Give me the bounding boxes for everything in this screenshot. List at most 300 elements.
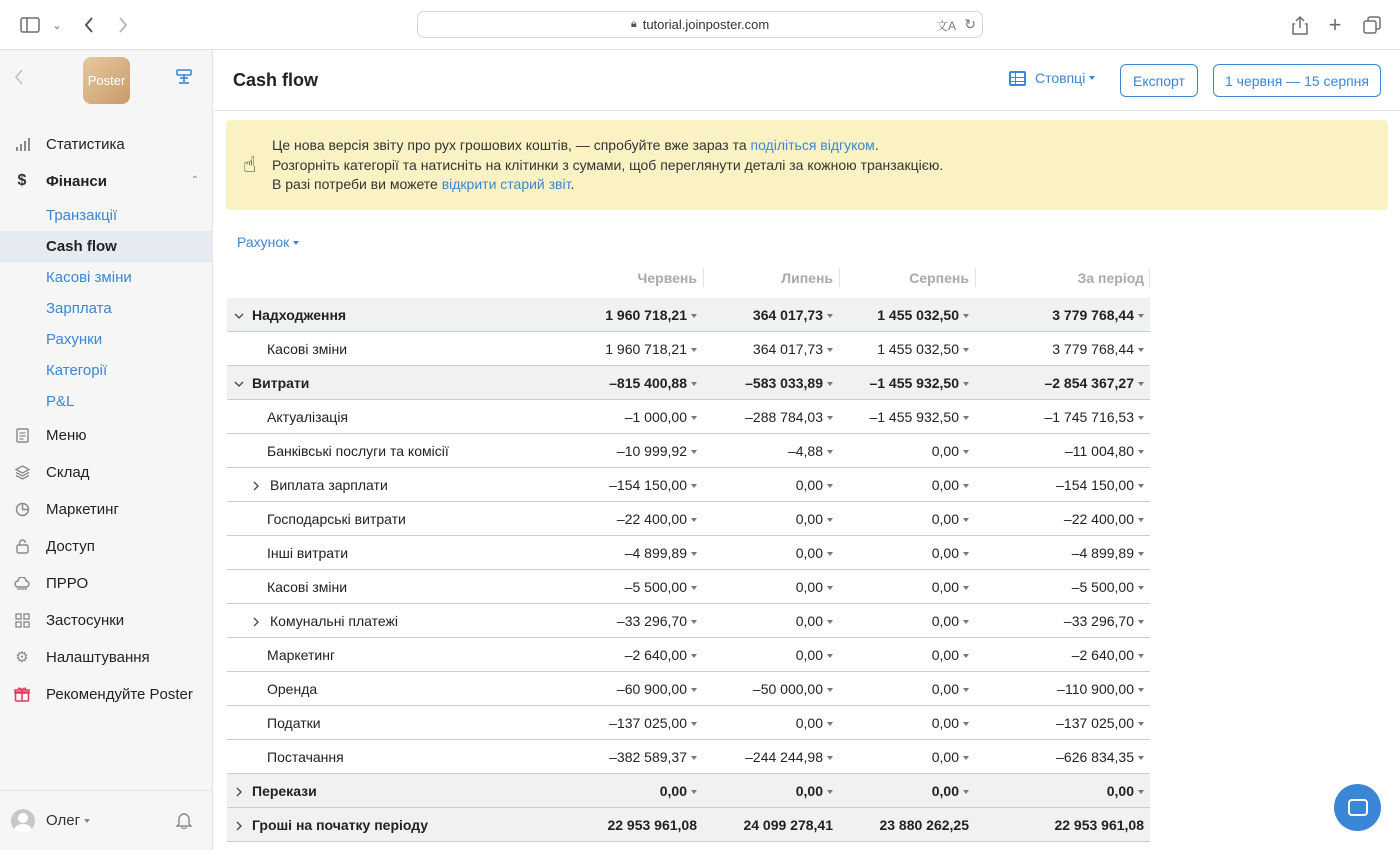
table-body [227,298,1150,842]
caret-down-icon [691,484,697,488]
sidebar-item-warehouse[interactable] [0,454,213,491]
sidebar-sub-cash-shifts[interactable]: Касові зміни [46,269,132,286]
amount-cell[interactable] [605,341,697,357]
amount-value: 0,00 [931,477,959,493]
table-group-row[interactable] [227,366,1150,400]
caret-down-icon [963,790,969,794]
caret-down-icon [691,314,697,318]
column-header: За період [1077,270,1144,286]
amount-cell[interactable] [609,477,697,493]
amount-cell[interactable] [617,681,697,697]
caret-down-icon [963,416,969,420]
amount-cell[interactable] [796,511,833,527]
amount-value: 0,00 [659,783,687,799]
amount-cell[interactable] [796,613,833,629]
export-button[interactable]: Експорт [1120,64,1198,97]
amount-cell[interactable] [1064,613,1144,629]
amount-cell[interactable] [796,783,833,799]
amount-value: –10 999,92 [616,443,687,459]
table-row[interactable] [227,434,1150,468]
gear-icon: ⚙ [15,649,29,666]
caret-down-icon [691,688,697,692]
account-filter[interactable] [237,234,299,250]
amount-value: 0,00 [931,545,959,561]
amount-cell[interactable] [932,443,969,459]
table-group-row[interactable] [227,298,1150,332]
caret-down-icon [827,688,833,692]
amount-cell[interactable] [753,681,833,697]
amount-value: 22 953 961,08 [607,817,697,833]
browser-toolbar [0,0,1400,50]
table-header [227,260,1150,298]
amount-cell[interactable] [1072,545,1144,561]
amount-value: 0,00 [795,545,823,561]
table-group-row[interactable] [227,808,1150,842]
sidebar-item-label: Меню [46,427,87,444]
notice-banner [226,120,1388,210]
caret-down-icon [691,348,697,352]
caret-down-icon [691,416,697,420]
notice-line3-end: . [570,176,575,192]
notice-line1: Це нова версія звіту про рух грошових коштів, — спробуйте вже зараз та [272,137,751,153]
amount-cell[interactable] [745,749,833,765]
amount-cell[interactable] [617,613,697,629]
caret-down-icon [1138,348,1144,352]
amount-value: –244 244,98 [745,749,823,765]
amount-value: 0,00 [931,511,959,527]
caret-down-icon [1138,790,1144,794]
caret-down-icon [691,620,697,624]
sidebar-item-marketing[interactable] [0,491,213,528]
caret-down-icon [827,348,833,352]
row-label: Перекази [252,783,317,799]
sidebar-item-label: Застосунки [46,612,125,629]
amount-cell[interactable] [625,409,697,425]
table-group-row[interactable] [227,774,1150,808]
amount-cell[interactable] [660,783,697,799]
row-label: Витрати [252,375,310,391]
amount-value: 0,00 [931,749,959,765]
sidebar-item-label: Статистика [46,136,125,153]
sidebar-sub-transactions[interactable]: Транзакції [46,207,118,224]
sidebar-item-menu[interactable] [0,417,213,454]
caret-down-icon [691,382,697,386]
amount-value: 0,00 [931,579,959,595]
column-separator [975,268,976,288]
amount-cell[interactable] [605,307,697,323]
back-arrow-icon[interactable] [78,14,100,36]
reload-icon[interactable]: ↻ [964,16,976,32]
sidebar-item-label: Фінанси [46,173,107,190]
amount-cell[interactable] [932,477,969,493]
sidebar-item-statistics[interactable] [0,126,213,163]
amount-cell[interactable] [932,545,969,561]
amount-value: 0,00 [931,647,959,663]
caret-down-icon [827,382,833,386]
caret-down-icon [827,314,833,318]
amount-cell[interactable] [1056,715,1144,731]
chevron-down-icon[interactable]: ⌄ [52,19,62,32]
amount-cell[interactable] [1052,307,1144,323]
amount-value: 1 455 032,50 [877,307,959,323]
caret-down-icon [691,756,697,760]
column-header: Червень [637,270,697,286]
amount-value: 23 880 262,25 [879,817,969,833]
poster-logo[interactable]: Poster [83,57,130,104]
caret-down-icon [963,314,969,318]
caret-down-icon [827,518,833,522]
caret-down-icon [827,450,833,454]
translate-icon[interactable]: 文A [935,19,956,33]
caret-down-icon [691,790,697,794]
amount-cell[interactable] [609,715,697,731]
caret-down-icon [1138,688,1144,692]
table-row[interactable] [227,740,1150,774]
caret-down-icon [691,518,697,522]
caret-down-icon [963,688,969,692]
amount-value: 0,00 [795,511,823,527]
row-label: Надходження [252,307,347,323]
pointing-hand-icon: ☝ [243,152,257,177]
sidebar-item-apps[interactable] [0,602,213,639]
amount-value: 1 455 032,50 [877,341,959,357]
caret-down-icon [963,484,969,488]
row-label: Гроші на початку періоду [252,817,429,833]
row-label: Маркетинг [267,647,336,663]
caret-down-icon [691,450,697,454]
caret-down-icon [827,654,833,658]
chevron-right-icon[interactable] [251,616,261,630]
amount-value: –288 784,03 [745,409,823,425]
caret-down-icon [827,620,833,624]
caret-down-icon [1138,314,1144,318]
caret-down-icon [963,348,969,352]
amount-value: –137 025,00 [1056,715,1134,731]
amount-cell[interactable] [745,409,833,425]
caret-down-icon [963,586,969,590]
sidebar-toggle-icon[interactable] [19,14,41,36]
amount-value: –5 500,00 [624,579,687,595]
amount-cell[interactable] [1057,681,1144,697]
amount-value: 24 099 278,41 [743,817,833,833]
row-label: Постачання [267,749,344,765]
sidebar-sub-categories[interactable]: Категорії [46,362,108,379]
columns-label: Стовпці [1035,70,1086,86]
sidebar-item-label: Доступ [46,538,95,555]
sidebar-header [0,50,213,111]
bar-chart-icon [14,136,30,152]
new-tab-icon[interactable]: + [1328,12,1342,37]
amount-cell[interactable] [1065,443,1144,459]
amount-cell[interactable] [617,511,697,527]
apps-icon [14,612,30,628]
caret-down-icon [691,586,697,590]
amount-cell[interactable] [869,409,969,425]
amount-cell[interactable] [753,307,833,323]
notice-line3: В разі потреби ви можете [272,176,442,192]
chevron-down-icon[interactable] [234,310,244,324]
user-panel [0,790,213,850]
caret-down-icon [827,416,833,420]
dollar-icon: $ [17,172,27,189]
chat-icon [1348,799,1368,816]
amount-cell[interactable] [932,749,969,765]
row-label: Оренда [267,681,318,697]
row-label: Виплата зарплати [270,477,388,493]
table-row[interactable] [227,400,1150,434]
sidebar-item-label: Склад [46,464,90,481]
caret-down-icon [827,790,833,794]
caret-down-icon [1138,382,1144,386]
bell-icon[interactable] [176,811,192,834]
caret-down-icon [827,756,833,760]
amount-cell[interactable] [1054,817,1144,833]
amount-value: 0,00 [931,613,959,629]
column-separator [839,268,840,288]
amount-cell[interactable] [1052,341,1144,357]
amount-cell[interactable] [1056,477,1144,493]
avatar[interactable] [11,809,35,833]
amount-value: –154 150,00 [1056,477,1134,493]
lock-icon [14,538,30,554]
amount-value: 0,00 [795,613,823,629]
caret-down-icon [691,722,697,726]
table-row[interactable] [227,468,1150,502]
amount-cell[interactable] [743,817,833,833]
chevron-right-icon[interactable] [251,480,261,494]
cloud-icon [14,575,30,591]
sidebar-item-label: Рекомендуйте Poster [46,686,193,703]
amount-value: 3 779 768,44 [1052,307,1134,323]
amount-value: 0,00 [931,715,959,731]
amount-cell[interactable] [1064,511,1144,527]
caret-down-icon [1138,654,1144,658]
caret-down-icon [963,722,969,726]
chevron-right-icon[interactable] [234,820,244,834]
amount-value: 1 960 718,21 [605,341,687,357]
address-bar[interactable] [417,11,983,38]
amount-cell[interactable] [1044,409,1144,425]
amount-cell[interactable] [1056,749,1144,765]
amount-value: –382 589,37 [609,749,687,765]
amount-value: –1 455 932,50 [869,375,959,391]
amount-value: –33 296,70 [616,613,687,629]
amount-cell[interactable] [788,443,833,459]
amount-cell[interactable] [932,715,969,731]
sidebar-item-label: ПРРО [46,575,89,592]
user-name: Олег [46,812,81,829]
sidebar-item-finance[interactable] [0,163,213,200]
collapse-sidebar-icon[interactable] [14,69,24,90]
amount-cell[interactable] [617,443,697,459]
caret-down-icon [691,552,697,556]
caret-down-icon [1138,416,1144,420]
amount-value: –626 834,35 [1056,749,1134,765]
caret-down-icon [827,722,833,726]
chevron-down-icon[interactable] [234,378,244,392]
cash-flow-table [227,260,1150,842]
row-label: Господарські витрати [267,511,406,527]
amount-cell[interactable] [753,341,833,357]
row-label: Податки [267,715,321,731]
amount-cell[interactable] [877,341,969,357]
amount-cell[interactable] [796,477,833,493]
caret-down-icon [827,586,833,590]
sidebar-item-label: Маркетинг [46,501,119,518]
caret-down-icon [963,382,969,386]
amount-value: 364 017,73 [752,341,823,357]
support-chat-button[interactable] [1334,784,1381,831]
sidebar-sub-pnl[interactable]: P&L [46,393,75,410]
amount-value: –22 400,00 [1063,511,1134,527]
amount-cell[interactable] [879,817,969,833]
table-icon [1009,71,1026,86]
column-separator [703,268,704,288]
amount-cell[interactable] [625,545,697,561]
amount-cell[interactable] [932,681,969,697]
lock-icon: 🔒︎ [630,18,637,30]
amount-value: –583 033,89 [745,375,823,391]
caret-down-icon [827,552,833,556]
table-row[interactable] [227,706,1150,740]
amount-value: 0,00 [931,783,959,799]
chevron-up-icon: ⌃ [190,175,199,186]
row-label: Інші витрати [267,545,349,561]
column-header: Липень [781,270,833,286]
date-range-button[interactable]: 1 червня — 15 серпня [1213,64,1381,97]
amount-value: –33 296,70 [1063,613,1134,629]
chevron-right-icon[interactable] [234,786,244,800]
row-label: Касові зміни [267,341,348,357]
amount-value: 0,00 [795,647,823,663]
table-row[interactable] [227,536,1150,570]
amount-cell[interactable] [877,307,969,323]
caret-down-icon [691,654,697,658]
caret-down-icon [84,819,90,823]
feedback-link[interactable]: поділіться відгуком [750,137,875,153]
amount-cell[interactable] [796,545,833,561]
row-label: Касові зміни [267,579,348,595]
amount-value: –1 000,00 [624,409,687,425]
pie-icon [14,501,30,517]
sidebar-sub-cash-flow[interactable]: Cash flow [0,231,213,262]
row-label: Комунальні платежі [270,613,399,629]
amount-cell[interactable] [609,375,697,391]
caret-down-icon [1138,484,1144,488]
sidebar-sub-accounts[interactable]: Рахунки [46,331,103,348]
caret-down-icon [963,450,969,454]
amount-cell[interactable] [932,783,969,799]
sidebar-item-label: Налаштування [46,649,150,666]
amount-value: –2 640,00 [1071,647,1134,663]
amount-cell[interactable] [1072,579,1144,595]
amount-value: –4 899,89 [624,545,687,561]
table-row[interactable] [227,570,1150,604]
old-report-link[interactable]: відкрити старий звіт [441,176,571,192]
amount-cell[interactable] [932,511,969,527]
amount-cell[interactable] [932,647,969,663]
page-header [214,50,1400,111]
table-row[interactable] [227,502,1150,536]
amount-value: 0,00 [795,783,823,799]
caret-down-icon [827,484,833,488]
pos-terminal-icon[interactable] [175,68,193,91]
amount-value: –1 745 716,53 [1044,409,1134,425]
amount-cell[interactable] [796,579,833,595]
amount-value: 3 779 768,44 [1052,341,1134,357]
caret-down-icon [1089,76,1095,80]
amount-value: –154 150,00 [609,477,687,493]
url-text: tutorial.joinposter.com [642,17,770,32]
caret-down-icon [963,620,969,624]
amount-cell[interactable] [625,647,697,663]
caret-down-icon [1138,620,1144,624]
share-icon[interactable] [1289,14,1311,36]
amount-value: –2 640,00 [624,647,687,663]
amount-cell[interactable] [796,647,833,663]
sidebar-item-prro[interactable] [0,565,213,602]
amount-cell[interactable] [607,817,697,833]
amount-cell[interactable] [796,715,833,731]
amount-cell[interactable] [932,579,969,595]
caret-down-icon [963,552,969,556]
caret-down-icon [293,241,299,245]
amount-value: 0,00 [931,443,959,459]
sidebar-item-settings[interactable] [0,639,213,676]
notice-text [272,136,943,195]
amount-cell[interactable] [625,579,697,595]
user-menu[interactable] [46,812,90,829]
caret-down-icon [1138,586,1144,590]
sidebar-item-access[interactable] [0,528,213,565]
document-icon [14,427,30,443]
table-row[interactable] [227,332,1150,366]
amount-cell[interactable] [1072,647,1144,663]
amount-value: –5 500,00 [1071,579,1134,595]
table-row[interactable] [227,638,1150,672]
caret-down-icon [1138,552,1144,556]
amount-value: 0,00 [795,477,823,493]
amount-value: –11 004,80 [1064,443,1134,459]
caret-down-icon [1138,722,1144,726]
sidebar-sub-salary[interactable]: Зарплата [46,300,112,317]
amount-cell[interactable] [869,375,969,391]
table-row[interactable] [227,604,1150,638]
sidebar-item-recommend[interactable] [0,676,213,713]
amount-cell[interactable] [1107,783,1144,799]
forward-arrow-icon[interactable] [112,14,134,36]
amount-cell[interactable] [745,375,833,391]
amount-value: –2 854 367,27 [1044,375,1134,391]
row-label: Банківські послуги та комісії [267,443,449,459]
caret-down-icon [1138,518,1144,522]
table-row[interactable] [227,672,1150,706]
amount-cell[interactable] [932,613,969,629]
amount-value: 22 953 961,08 [1054,817,1144,833]
page-title: Cash flow [233,70,319,90]
amount-value: –4,88 [787,443,823,459]
tabs-overview-icon[interactable] [1361,14,1383,36]
amount-cell[interactable] [1044,375,1144,391]
amount-value: 364 017,73 [752,307,823,323]
amount-value: 0,00 [1106,783,1134,799]
columns-button[interactable] [1009,70,1095,86]
amount-value: 0,00 [931,681,959,697]
column-separator [1149,268,1150,288]
finance-submenu [0,200,213,417]
amount-cell[interactable] [609,749,697,765]
amount-value: –137 025,00 [609,715,687,731]
